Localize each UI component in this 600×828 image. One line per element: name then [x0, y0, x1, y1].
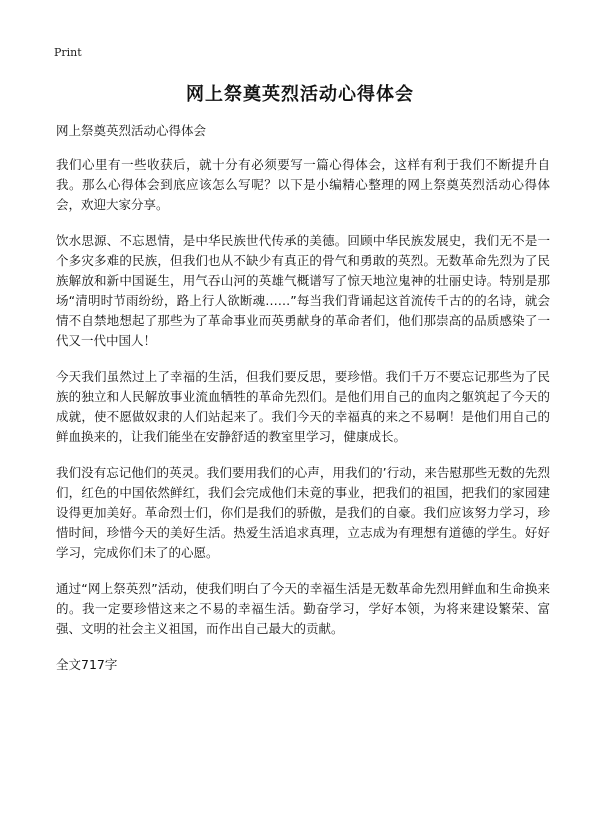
print-label: Print: [54, 46, 82, 59]
document-body: [56, 121, 550, 691]
document-title: 网上祭奠英烈活动心得体会: [186, 84, 414, 105]
paragraph-conclusion: 通过“网上祭英烈”活动，使我们明白了今天的幸福生活是无数革命先烈用鲜血和生命换来的。我一定要珍惜这来之不易的幸福生活。勤奋学习，学好本领，为将来建设繁荣、富强、文明的社会主义祖国，而作出自己最大的贡献。: [56, 581, 550, 636]
paragraph-remember: 我们没有忘记他们的英灵。我们要用我们的心声，用我们的’行动，来告慰那些无数的先烈们，红色的中国依然鲜红，我们会完成他们未竟的事业，把我们的祖国，把我们的家园建设得更加美好。革命烈士们，你们是我们的骄傲，是我们的自豪。我们应该努力学习，珍惜时间，珍惜今天的美好生活。热爱生活追求真理，立志成为有理想有道德的学生。好好学习，完成你们未了的心愿。: [56, 465, 550, 560]
paragraph-history: 饮水思源、不忘恩情，是中华民族世代传承的美德。回顾中华民族发展史，我们无不是一个多灾多难的民族，但我们也从不缺少有真正的骨气和勇敢的英烈。无数革命先烈为了民族解放和新中国诞生，用气吞山河的英雄气概谱写了惊天地泣鬼神的壮丽史诗。特别是那场“清明时节雨纷纷，路上行人欲断魂……”每当我们背诵起这首流传千古的的名诗，就会情不自禁地想起了那些为了革命事业而英勇献身的革命者们，他们那崇高的品质感染了一代又一代中国人！: [56, 233, 550, 348]
document-subtitle: 网上祭奠英烈活动心得体会: [56, 123, 207, 138]
paragraph-cherish: 今天我们虽然过上了幸福的生活，但我们要反思，要珍惜。我们千万不要忘记那些为了民族的独立和人民解放事业流血牺牲的革命先烈们。是他们用自己的血肉之躯筑起了今天的成就，使不愿做奴隶的人们站起来了。我们今天的幸福真的来之不易啊！是他们用自己的鲜血换来的，让我们能坐在安静舒适的教室里学习，健康成长。: [56, 369, 550, 444]
paragraph-intro: 我们心里有一些收获后，就十分有必须要写一篇心得体会，这样有利于我们不断提升自我。那么心得体会到底应该怎么写呢？以下是小编精心整理的网上祭奠英烈活动心得体会，欢迎大家分享。: [56, 157, 550, 212]
word-count: 全文717字: [56, 657, 118, 672]
